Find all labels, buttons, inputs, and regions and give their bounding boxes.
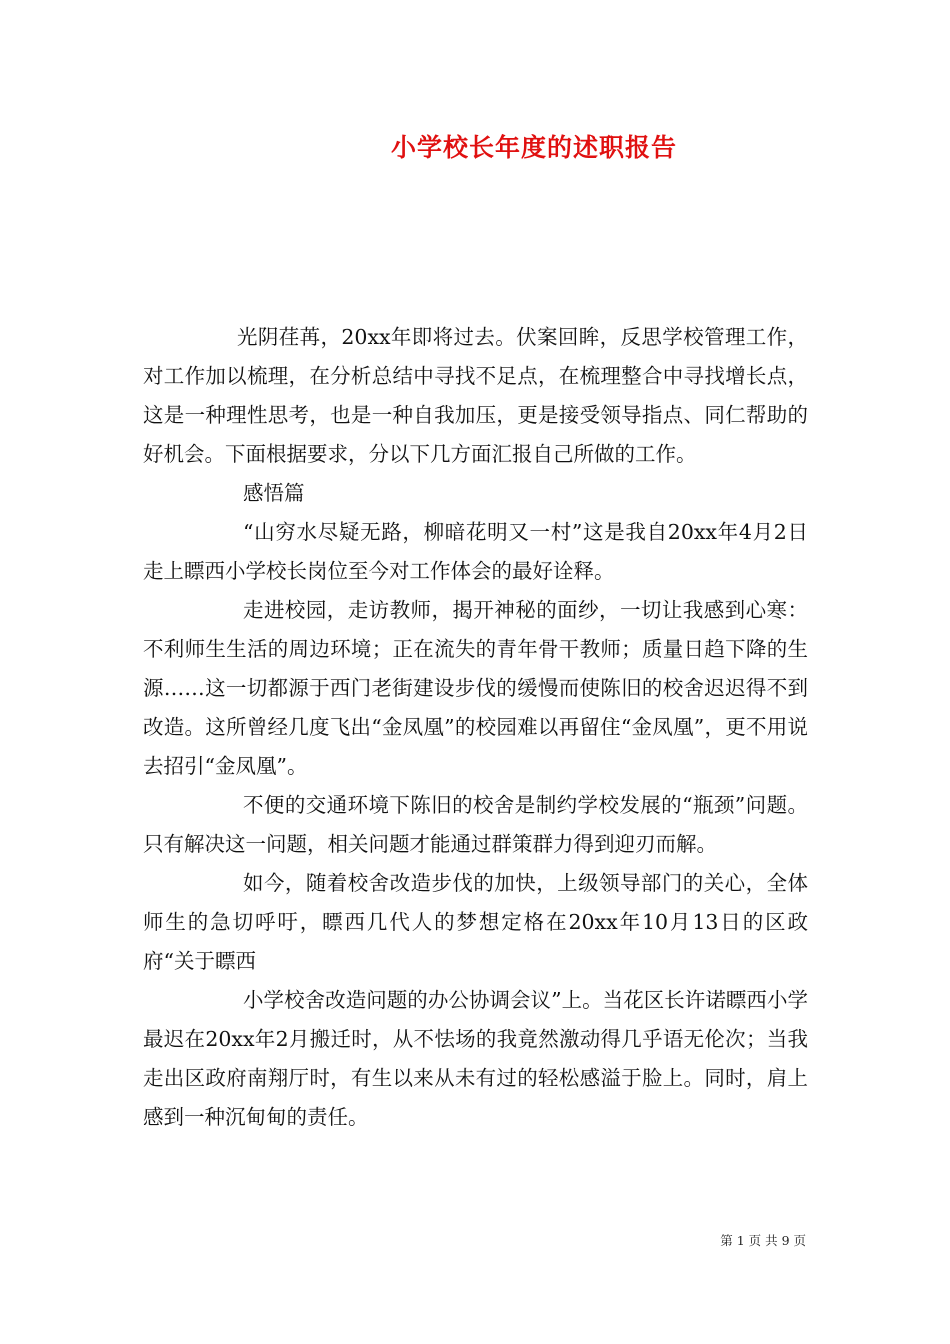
paragraph-bottleneck: 不便的交通环境下陈旧的校舍是制约学校发展的“瓶颈”问题。只有解决这一问题，相关问题才能通过群策群力得到迎刃而解。: [143, 793, 808, 856]
paragraph-today: 如今，随着校舍改造步伐的加快，上级领导部门的关心，全体师生的急切呼吁，瞟西几代人的梦想定格在20xx年10月13日的区政府“关于瞟西: [143, 871, 808, 973]
paragraph-meeting: 小学校舍改造问题的办公协调会议”上。当花区长许诺瞟西小学最迟在20xx年2月搬迁时，从不怯场的我竟然激动得几乎语无伦次；当我走出区政府南翔厅时，有生以来从未有过的轻松感溢于脸上。同时，肩上感到一种沉甸甸的责任。: [143, 988, 808, 1129]
page-number: 第 1 页 共 9 页: [720, 1233, 806, 1248]
paragraph-campus: 走进校园，走访教师，揭开神秘的面纱，一切让我感到心寒：不利师生生活的周边环境；正在流失的青年骨干教师；质量日趋下降的生源……这一切都源于西门老街建设步伐的缓慢而使陈旧的校舍迟迟得不到改造。这所曾经几度飞出“金凤凰”的校园难以再留住“金凤凰”，更不用说去招引“金凤凰”。: [143, 598, 808, 778]
paragraph-quote: “山穷水尽疑无路，柳暗花明又一村”这是我自20xx年4月2日走上瞟西小学校长岗位至今对工作体会的最好诠释。: [143, 520, 808, 583]
document-body: [143, 318, 808, 1137]
section-heading: 感悟篇: [243, 481, 305, 505]
paragraph-intro: 光阴荏苒，20xx年即将过去。伏案回眸，反思学校管理工作，对工作加以梳理，在分析总结中寻找不足点，在梳理整合中寻找增长点，这是一种理性思考，也是一种自我加压，更是接受领导指点、同仁帮助的好机会。下面根据要求，分以下几方面汇报自己所做的工作。: [143, 325, 808, 466]
document-title: 小学校长年度的述职报告: [390, 133, 677, 162]
